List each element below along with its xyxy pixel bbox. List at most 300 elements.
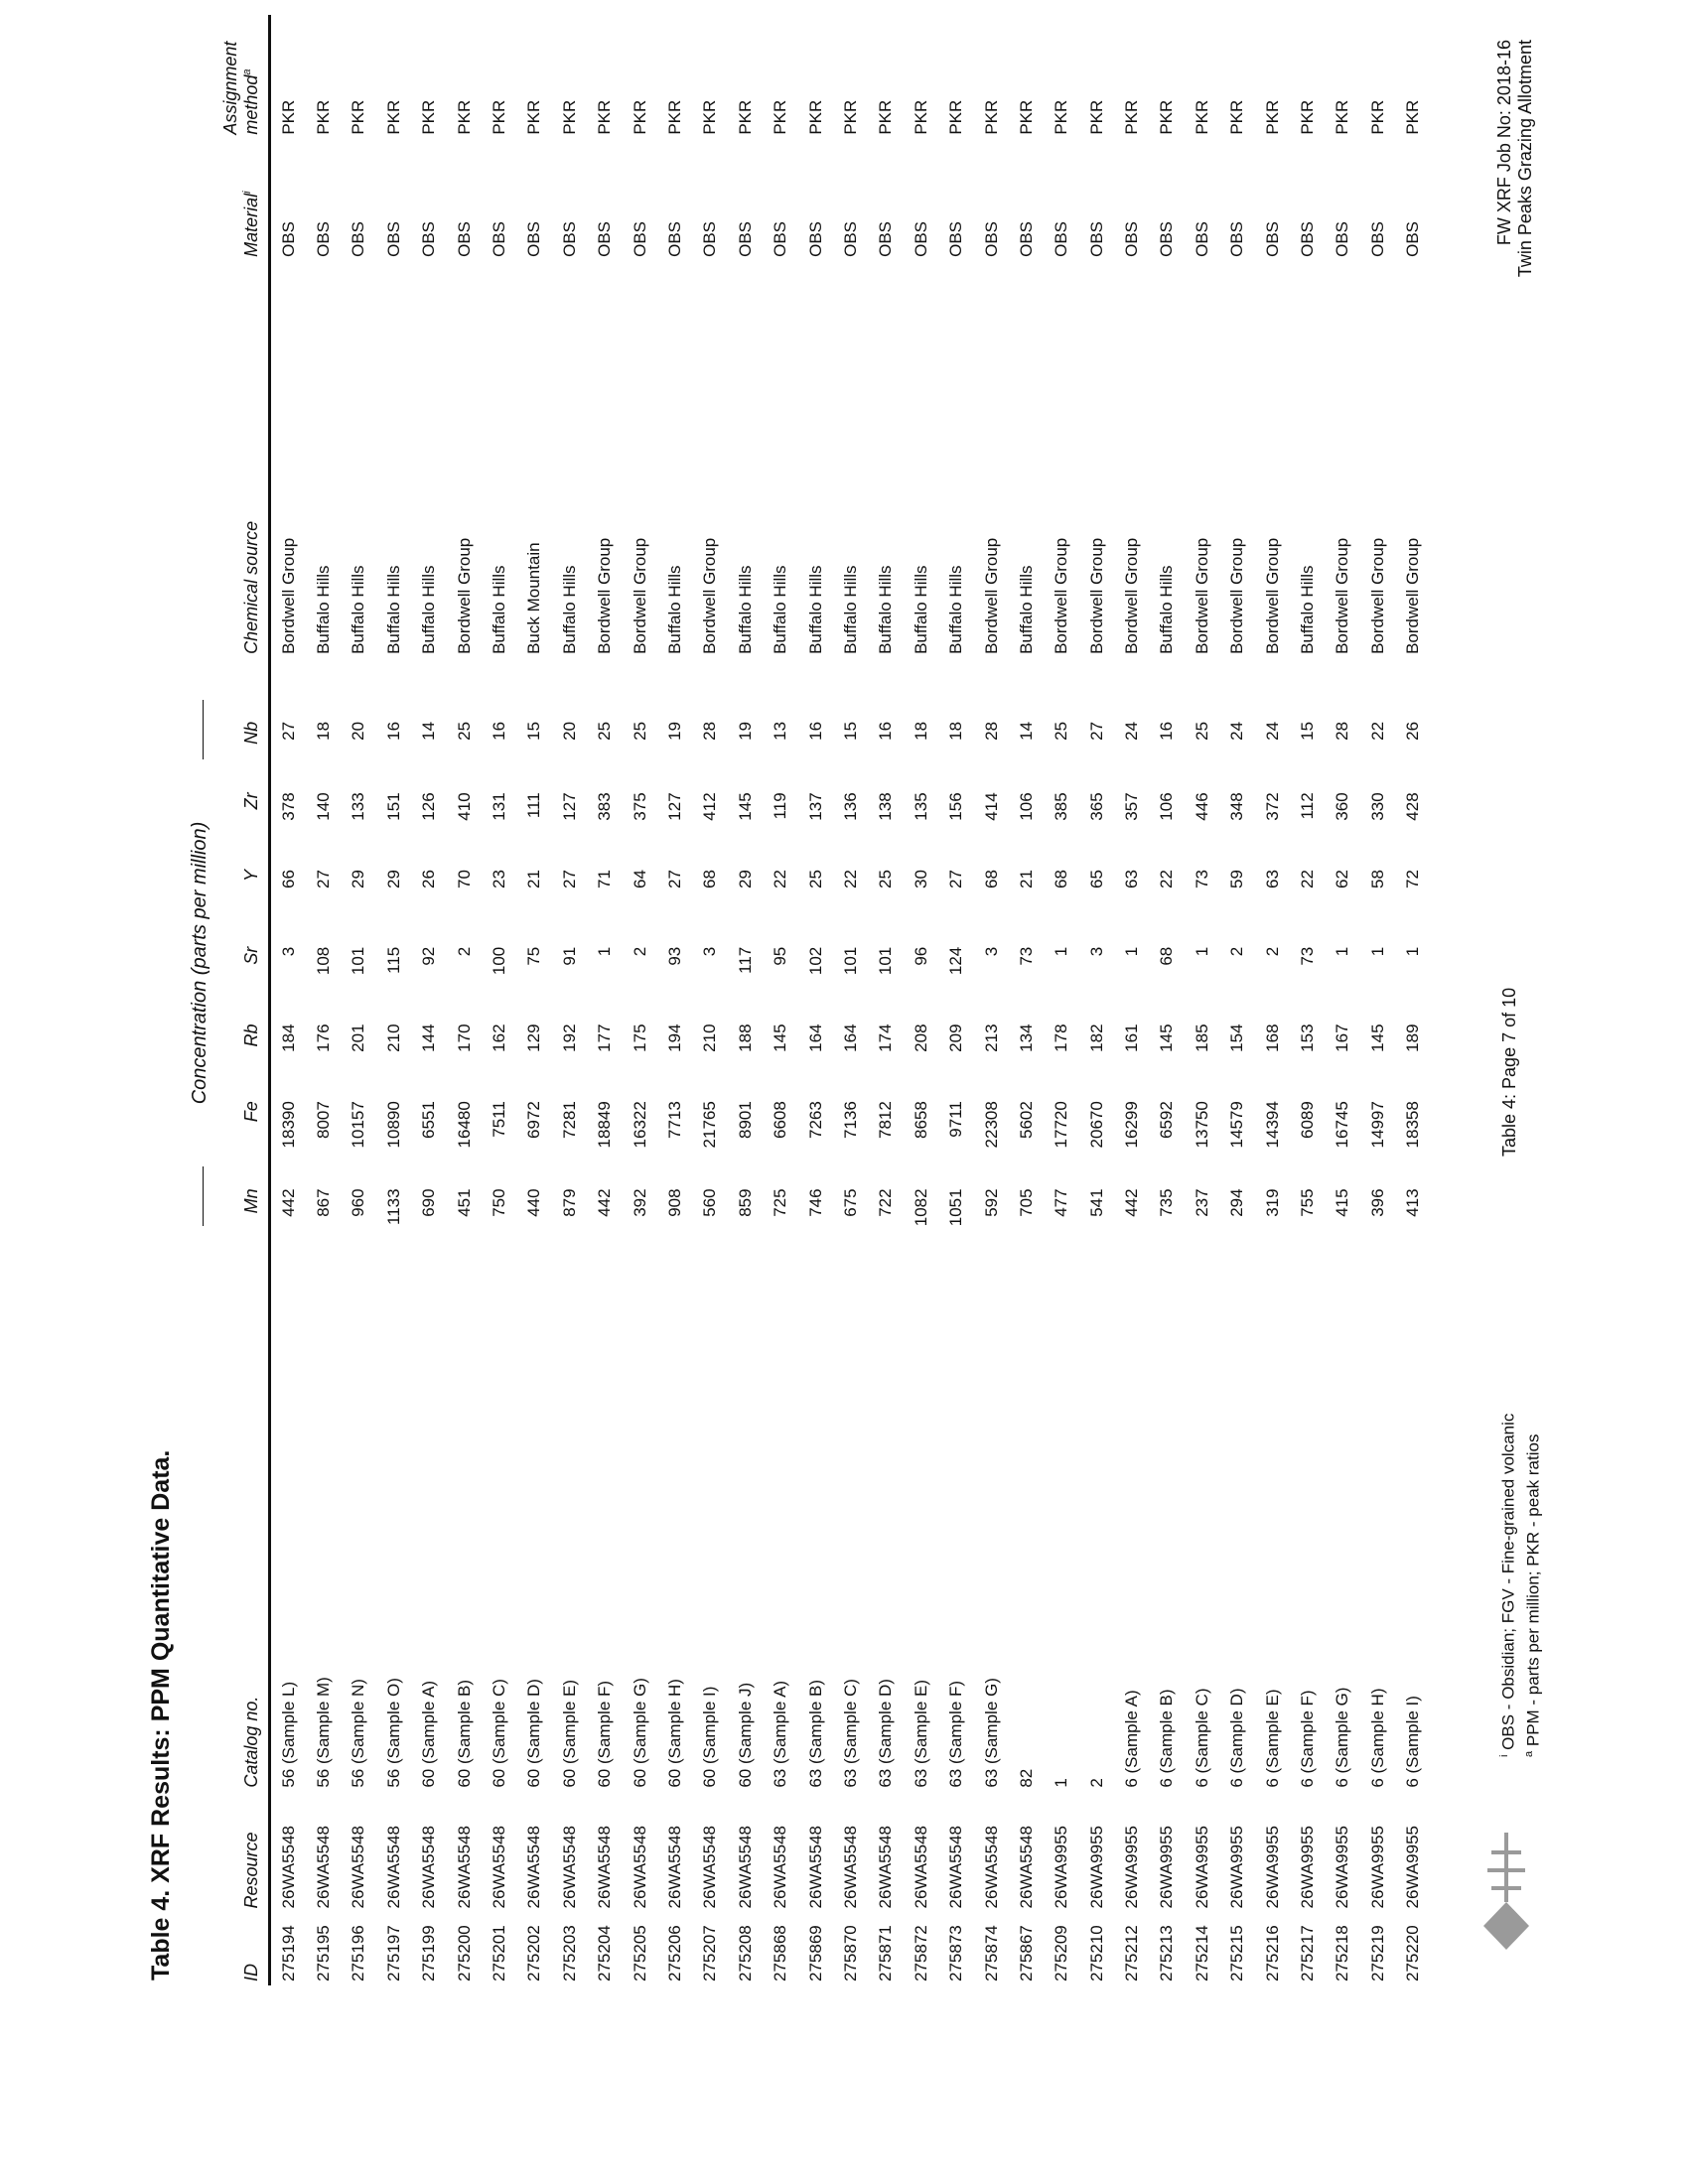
cell-nb: 18 bbox=[911, 721, 930, 741]
cell-zr: 137 bbox=[805, 792, 825, 821]
cell-source: Buffalo Hills bbox=[419, 565, 439, 654]
cell-y: 68 bbox=[1052, 870, 1071, 888]
cell-zr: 126 bbox=[419, 792, 439, 821]
cell-source: Buffalo Hills bbox=[349, 565, 368, 654]
cell-resource: 26WA5548 bbox=[419, 1826, 439, 1909]
cell-method: PKR bbox=[454, 99, 474, 135]
col-mn: Mn bbox=[214, 1184, 270, 1262]
cell-fe: 7263 bbox=[805, 1101, 825, 1140]
cell-nb: 16 bbox=[1157, 721, 1177, 741]
cell-id: 275214 bbox=[1192, 1925, 1211, 1981]
cell-mn: 413 bbox=[1403, 1188, 1423, 1217]
cell-zr: 446 bbox=[1192, 792, 1211, 821]
cell-resource: 26WA9955 bbox=[1227, 1826, 1247, 1909]
cell-source: Bordwell Group bbox=[595, 537, 615, 654]
cell-rb: 145 bbox=[1367, 1024, 1387, 1052]
cell-source: Bordwell Group bbox=[700, 537, 720, 654]
cell-sr: 101 bbox=[876, 946, 896, 976]
cell-mn: 592 bbox=[981, 1188, 1001, 1217]
col-assignment-method bbox=[214, 15, 270, 153]
cell-fe: 7281 bbox=[559, 1101, 579, 1140]
cell-mn: 1051 bbox=[946, 1188, 966, 1227]
cell-fe: 18358 bbox=[1403, 1101, 1423, 1149]
cell-resource: 26WA9955 bbox=[1367, 1826, 1387, 1909]
cell-zr: 135 bbox=[911, 792, 930, 821]
cell-method: PKR bbox=[771, 99, 790, 135]
cell-rb: 153 bbox=[1298, 1024, 1318, 1052]
col-assignment-line2: method bbox=[241, 74, 261, 135]
cell-y: 22 bbox=[1298, 870, 1318, 888]
cell-sr: 95 bbox=[771, 946, 790, 966]
cell-rb: 145 bbox=[771, 1024, 790, 1052]
cell-method: PKR bbox=[735, 99, 755, 135]
cell-zr: 127 bbox=[664, 792, 684, 821]
cell-y: 27 bbox=[314, 870, 334, 888]
cell-nb: 19 bbox=[735, 721, 755, 741]
job-info bbox=[1494, 40, 1536, 277]
logo-diamond-shape bbox=[1483, 1902, 1529, 1950]
cell-mn: 867 bbox=[314, 1188, 334, 1217]
table-row bbox=[376, 15, 411, 1985]
footnote-1 bbox=[1494, 1414, 1519, 1757]
cell-id: 275218 bbox=[1333, 1925, 1352, 1981]
cell-resource: 26WA9955 bbox=[1192, 1826, 1211, 1909]
cell-zr: 131 bbox=[490, 792, 509, 821]
table-row bbox=[1045, 15, 1079, 1985]
cell-zr: 348 bbox=[1227, 792, 1247, 821]
cell-material: OBS bbox=[419, 220, 439, 257]
table-row bbox=[869, 15, 904, 1985]
cell-rb: 185 bbox=[1192, 1024, 1211, 1052]
cell-sr: 3 bbox=[1086, 946, 1106, 957]
cell-zr: 357 bbox=[1122, 792, 1142, 821]
cell-zr: 330 bbox=[1367, 792, 1387, 821]
col-nb: Nb bbox=[214, 718, 270, 788]
cell-catalog: 60 (Sample J) bbox=[735, 1682, 755, 1788]
cell-zr: 410 bbox=[454, 792, 474, 821]
cell-mn: 415 bbox=[1333, 1188, 1352, 1217]
cell-zr: 414 bbox=[981, 792, 1001, 821]
table-row bbox=[728, 15, 763, 1985]
cell-method: PKR bbox=[349, 99, 368, 135]
cell-sr: 1 bbox=[1367, 946, 1387, 957]
col-id: ID bbox=[214, 1912, 270, 1985]
cell-zr: 138 bbox=[876, 792, 896, 821]
cell-fe: 9711 bbox=[946, 1101, 966, 1138]
cell-nb: 22 bbox=[1367, 721, 1387, 741]
cell-material: OBS bbox=[1227, 220, 1247, 257]
cell-id: 275874 bbox=[981, 1925, 1001, 1981]
table-row bbox=[763, 15, 797, 1985]
cell-y: 66 bbox=[278, 870, 298, 888]
cell-mn: 755 bbox=[1298, 1188, 1318, 1217]
table-row bbox=[1326, 15, 1360, 1985]
cell-material: OBS bbox=[981, 220, 1001, 257]
cell-rb: 167 bbox=[1333, 1024, 1352, 1052]
cell-sr: 2 bbox=[630, 946, 649, 957]
cell-mn: 746 bbox=[805, 1188, 825, 1217]
cell-sr: 102 bbox=[805, 946, 825, 976]
table-row bbox=[1396, 15, 1431, 1985]
cell-resource: 26WA5548 bbox=[595, 1826, 615, 1909]
cell-material: OBS bbox=[595, 220, 615, 257]
cell-catalog: 63 (Sample E) bbox=[911, 1679, 930, 1788]
cell-fe: 16299 bbox=[1122, 1101, 1142, 1149]
cell-mn: 725 bbox=[771, 1188, 790, 1217]
cell-zr: 106 bbox=[1157, 792, 1177, 821]
cell-method: PKR bbox=[981, 99, 1001, 135]
table-row bbox=[833, 15, 868, 1985]
cell-nb: 16 bbox=[805, 721, 825, 741]
cell-y: 27 bbox=[559, 870, 579, 888]
col-material-sup: i bbox=[241, 191, 253, 194]
cell-zr: 412 bbox=[700, 792, 720, 821]
cell-mn: 442 bbox=[1122, 1188, 1142, 1217]
cell-material: OBS bbox=[946, 220, 966, 257]
concentration-header-text: Concentration (parts per million) bbox=[189, 821, 211, 1105]
cell-catalog: 63 (Sample F) bbox=[946, 1680, 966, 1788]
cell-fe: 13750 bbox=[1192, 1101, 1211, 1149]
cell-material: OBS bbox=[1122, 220, 1142, 257]
cell-y: 30 bbox=[911, 870, 930, 888]
col-fe: Fe bbox=[214, 1097, 270, 1184]
cell-y: 27 bbox=[946, 870, 966, 888]
cell-mn: 237 bbox=[1192, 1188, 1211, 1217]
cell-id: 275201 bbox=[490, 1925, 509, 1981]
col-assignment-sup: a bbox=[241, 68, 253, 75]
cell-mn: 690 bbox=[419, 1188, 439, 1217]
cell-sr: 1 bbox=[1403, 946, 1423, 957]
cell-id: 275200 bbox=[454, 1925, 474, 1981]
cell-resource: 26WA5548 bbox=[876, 1826, 896, 1909]
cell-zr: 372 bbox=[1262, 792, 1282, 821]
cell-material: OBS bbox=[1157, 220, 1177, 257]
cell-fe: 16745 bbox=[1333, 1101, 1352, 1149]
cell-sr: 93 bbox=[664, 946, 684, 966]
cell-mn: 705 bbox=[1016, 1188, 1036, 1217]
table-title: Table 4. XRF Results: PPM Quantitative Data. bbox=[147, 1449, 175, 1980]
cell-zr: 383 bbox=[595, 792, 615, 821]
cell-catalog: 6 (Sample B) bbox=[1157, 1689, 1177, 1788]
cell-method: PKR bbox=[700, 99, 720, 135]
cell-rb: 208 bbox=[911, 1024, 930, 1052]
cell-y: 29 bbox=[735, 870, 755, 888]
cell-source: Bordwell Group bbox=[1086, 537, 1106, 654]
cell-resource: 26WA5548 bbox=[805, 1826, 825, 1909]
cell-catalog: 1 bbox=[1052, 1778, 1071, 1788]
cell-fe: 21765 bbox=[700, 1101, 720, 1149]
cell-method: PKR bbox=[664, 99, 684, 135]
cell-resource: 26WA5548 bbox=[383, 1826, 403, 1909]
cell-rb: 144 bbox=[419, 1024, 439, 1052]
col-rb: Rb bbox=[214, 1020, 270, 1097]
cell-fe: 6972 bbox=[524, 1101, 544, 1140]
xrf-results-table bbox=[214, 15, 1431, 1985]
cell-zr: 385 bbox=[1052, 792, 1071, 821]
cell-material: OBS bbox=[349, 220, 368, 257]
cell-material: OBS bbox=[1052, 220, 1071, 257]
cell-id: 275872 bbox=[911, 1925, 930, 1981]
cell-rb: 176 bbox=[314, 1024, 334, 1052]
cell-catalog: 60 (Sample F) bbox=[595, 1680, 615, 1788]
cell-method: PKR bbox=[1052, 99, 1071, 135]
cell-zr: 136 bbox=[840, 792, 860, 821]
cell-id: 275194 bbox=[278, 1925, 298, 1981]
cell-catalog: 60 (Sample C) bbox=[490, 1679, 509, 1788]
cell-y: 59 bbox=[1227, 870, 1247, 888]
cell-nb: 24 bbox=[1262, 721, 1282, 741]
cell-rb: 164 bbox=[840, 1024, 860, 1052]
cell-sr: 117 bbox=[735, 946, 755, 974]
cell-mn: 675 bbox=[840, 1188, 860, 1217]
cell-source: Bordwell Group bbox=[981, 537, 1001, 654]
cell-nb: 18 bbox=[314, 721, 334, 741]
table-row bbox=[1150, 15, 1185, 1985]
cell-fe: 7136 bbox=[840, 1101, 860, 1140]
cell-nb: 25 bbox=[1052, 721, 1071, 741]
cell-zr: 133 bbox=[349, 792, 368, 821]
cell-catalog: 2 bbox=[1086, 1778, 1106, 1788]
cell-y: 26 bbox=[419, 870, 439, 888]
cell-catalog: 6 (Sample G) bbox=[1333, 1687, 1352, 1788]
cell-id: 275199 bbox=[419, 1925, 439, 1981]
cell-rb: 192 bbox=[559, 1024, 579, 1052]
cell-sr: 73 bbox=[1298, 946, 1318, 966]
cell-resource: 26WA5548 bbox=[700, 1826, 720, 1909]
cell-fe: 6089 bbox=[1298, 1101, 1318, 1140]
cell-rb: 161 bbox=[1122, 1024, 1142, 1052]
cell-source: Buffalo Hills bbox=[490, 565, 509, 654]
cell-y: 21 bbox=[524, 870, 544, 888]
cell-sr: 1 bbox=[595, 946, 615, 957]
cell-method: PKR bbox=[419, 99, 439, 135]
cell-rb: 164 bbox=[805, 1024, 825, 1052]
cell-resource: 26WA5548 bbox=[314, 1826, 334, 1909]
cell-y: 25 bbox=[805, 870, 825, 888]
cell-fe: 16322 bbox=[630, 1101, 649, 1149]
cell-id: 275195 bbox=[314, 1925, 334, 1981]
cell-catalog: 6 (Sample D) bbox=[1227, 1688, 1247, 1788]
cell-zr: 365 bbox=[1086, 792, 1106, 821]
cell-source: Buffalo Hills bbox=[840, 565, 860, 654]
table-row bbox=[974, 15, 1009, 1985]
cell-source: Buffalo Hills bbox=[911, 565, 930, 654]
cell-fe: 7713 bbox=[664, 1101, 684, 1140]
cell-method: PKR bbox=[1122, 99, 1142, 135]
cell-resource: 26WA5548 bbox=[490, 1826, 509, 1909]
cell-material: OBS bbox=[630, 220, 649, 257]
cell-zr: 378 bbox=[278, 792, 298, 821]
cell-method: PKR bbox=[595, 99, 615, 135]
cell-sr: 91 bbox=[559, 946, 579, 966]
cell-fe: 6551 bbox=[419, 1101, 439, 1140]
cell-resource: 26WA5548 bbox=[771, 1826, 790, 1909]
cell-source: Bordwell Group bbox=[454, 537, 474, 654]
cell-fe: 7511 bbox=[490, 1101, 509, 1138]
cell-sr: 75 bbox=[524, 946, 544, 966]
cell-material: OBS bbox=[1298, 220, 1318, 257]
cell-material: OBS bbox=[1262, 220, 1282, 257]
cell-rb: 154 bbox=[1227, 1024, 1247, 1052]
cell-id: 275871 bbox=[876, 1925, 896, 1981]
table-row bbox=[1360, 15, 1395, 1985]
cell-mn: 319 bbox=[1262, 1188, 1282, 1217]
cell-id: 275216 bbox=[1262, 1925, 1282, 1981]
cell-mn: 908 bbox=[664, 1188, 684, 1217]
cell-mn: 392 bbox=[630, 1188, 649, 1217]
footnotes bbox=[1494, 1414, 1543, 1757]
cell-id: 275207 bbox=[700, 1925, 720, 1981]
cell-material: OBS bbox=[1192, 220, 1211, 257]
cell-nb: 24 bbox=[1122, 721, 1142, 741]
cell-source: Buffalo Hills bbox=[771, 565, 790, 654]
col-y: Y bbox=[214, 866, 270, 943]
cell-nb: 16 bbox=[383, 721, 403, 741]
cell-catalog: 63 (Sample A) bbox=[771, 1680, 790, 1788]
cell-mn: 442 bbox=[278, 1188, 298, 1217]
cell-nb: 28 bbox=[981, 721, 1001, 741]
cell-nb: 28 bbox=[700, 721, 720, 741]
cell-mn: 442 bbox=[595, 1188, 615, 1217]
cell-rb: 209 bbox=[946, 1024, 966, 1052]
cell-rb: 194 bbox=[664, 1024, 684, 1052]
cell-fe: 17720 bbox=[1052, 1101, 1071, 1149]
table-row bbox=[588, 15, 623, 1985]
cell-zr: 151 bbox=[383, 792, 403, 821]
cell-catalog: 60 (Sample D) bbox=[524, 1679, 544, 1788]
cell-zr: 119 bbox=[771, 792, 790, 820]
footnote-2-sup: a bbox=[1522, 1750, 1535, 1757]
cell-y: 22 bbox=[840, 870, 860, 888]
cell-nb: 13 bbox=[771, 721, 790, 741]
cell-y: 29 bbox=[349, 870, 368, 888]
cell-nb: 14 bbox=[1016, 721, 1036, 741]
footnote-2-text: PPM - parts per million; PKR - peak ratios bbox=[1523, 1433, 1543, 1747]
table-row bbox=[412, 15, 447, 1985]
cell-sr: 2 bbox=[1262, 946, 1282, 957]
cell-method: PKR bbox=[911, 99, 930, 135]
cell-material: OBS bbox=[700, 220, 720, 257]
table-row bbox=[1185, 15, 1219, 1985]
cell-mn: 477 bbox=[1052, 1188, 1071, 1217]
cell-y: 63 bbox=[1122, 870, 1142, 888]
col-catalog: Catalog no. bbox=[214, 1262, 270, 1792]
cell-source: Bordwell Group bbox=[1403, 537, 1423, 654]
cell-nb: 28 bbox=[1333, 721, 1352, 741]
cell-mn: 722 bbox=[876, 1188, 896, 1217]
cell-fe: 14579 bbox=[1227, 1101, 1247, 1149]
cell-mn: 560 bbox=[700, 1188, 720, 1217]
cell-resource: 26WA9955 bbox=[1298, 1826, 1318, 1909]
cell-method: PKR bbox=[1333, 99, 1352, 135]
cell-sr: 115 bbox=[383, 946, 403, 974]
cell-source: Bordwell Group bbox=[630, 537, 649, 654]
cell-catalog: 60 (Sample H) bbox=[664, 1679, 684, 1788]
cell-nb: 27 bbox=[278, 721, 298, 741]
cell-id: 275869 bbox=[805, 1925, 825, 1981]
cell-y: 62 bbox=[1333, 870, 1352, 888]
cell-rb: 210 bbox=[700, 1024, 720, 1052]
cell-source: Bordwell Group bbox=[1367, 537, 1387, 654]
cell-zr: 127 bbox=[559, 792, 579, 821]
cell-sr: 2 bbox=[1227, 946, 1247, 957]
cell-catalog: 6 (Sample E) bbox=[1262, 1689, 1282, 1788]
col-zr: Zr bbox=[214, 788, 270, 866]
cell-method: PKR bbox=[524, 99, 544, 135]
cell-mn: 859 bbox=[735, 1188, 755, 1217]
cell-sr: 3 bbox=[700, 946, 720, 957]
cell-catalog: 63 (Sample C) bbox=[840, 1679, 860, 1788]
cell-sr: 100 bbox=[490, 946, 509, 976]
cell-material: OBS bbox=[524, 220, 544, 257]
cell-nb: 26 bbox=[1403, 721, 1423, 741]
cell-resource: 26WA5548 bbox=[1016, 1826, 1036, 1909]
cell-zr: 140 bbox=[314, 792, 334, 821]
cell-resource: 26WA5548 bbox=[349, 1826, 368, 1909]
cell-source: Bordwell Group bbox=[1262, 537, 1282, 654]
cell-id: 275213 bbox=[1157, 1925, 1177, 1981]
cell-rb: 184 bbox=[278, 1024, 298, 1052]
table-row bbox=[623, 15, 657, 1985]
cell-id: 275206 bbox=[664, 1925, 684, 1981]
cell-nb: 15 bbox=[840, 721, 860, 741]
cell-method: PKR bbox=[278, 99, 298, 135]
table-row bbox=[517, 15, 552, 1985]
table-row bbox=[938, 15, 973, 1985]
cell-method: PKR bbox=[840, 99, 860, 135]
cell-resource: 26WA9955 bbox=[1403, 1826, 1423, 1909]
cell-method: PKR bbox=[383, 99, 403, 135]
concentration-header bbox=[189, 695, 214, 1231]
cell-fe: 18849 bbox=[595, 1101, 615, 1149]
cell-nb: 14 bbox=[419, 721, 439, 741]
cell-zr: 156 bbox=[946, 792, 966, 821]
col-resource: Resource bbox=[214, 1792, 270, 1913]
cell-method: PKR bbox=[805, 99, 825, 135]
cell-nb: 16 bbox=[490, 721, 509, 741]
footnote-1-text: OBS - Obsidian; FGV - Fine-grained volcanic bbox=[1498, 1413, 1518, 1750]
cell-source: Buffalo Hills bbox=[383, 565, 403, 654]
cell-sr: 92 bbox=[419, 946, 439, 966]
cell-y: 64 bbox=[630, 870, 649, 888]
cell-method: PKR bbox=[876, 99, 896, 135]
cell-y: 29 bbox=[383, 870, 403, 888]
cell-rb: 182 bbox=[1086, 1024, 1106, 1052]
cell-id: 275209 bbox=[1052, 1925, 1071, 1981]
cell-resource: 26WA5548 bbox=[278, 1826, 298, 1909]
cell-source: Buffalo Hills bbox=[1298, 565, 1318, 654]
cell-sr: 101 bbox=[349, 946, 368, 976]
cell-fe: 7812 bbox=[876, 1101, 896, 1140]
cell-catalog: 60 (Sample I) bbox=[700, 1686, 720, 1788]
cell-method: PKR bbox=[559, 99, 579, 135]
cell-sr: 1 bbox=[1192, 946, 1211, 957]
cell-id: 275217 bbox=[1298, 1925, 1318, 1981]
cell-nb: 18 bbox=[946, 721, 966, 741]
cell-rb: 178 bbox=[1052, 1024, 1071, 1052]
col-sr: Sr bbox=[214, 943, 270, 1021]
cell-sr: 1 bbox=[1052, 946, 1071, 957]
table-row bbox=[904, 15, 938, 1985]
cell-source: Buffalo Hills bbox=[1016, 565, 1036, 654]
cell-method: PKR bbox=[1227, 99, 1247, 135]
cell-source: Bordwell Group bbox=[1227, 537, 1247, 654]
cell-material: OBS bbox=[1333, 220, 1352, 257]
cell-method: PKR bbox=[1298, 99, 1318, 135]
col-assignment-line1: Assignment bbox=[220, 41, 240, 135]
cell-mn: 294 bbox=[1227, 1188, 1247, 1217]
cell-catalog: 6 (Sample I) bbox=[1403, 1696, 1423, 1788]
